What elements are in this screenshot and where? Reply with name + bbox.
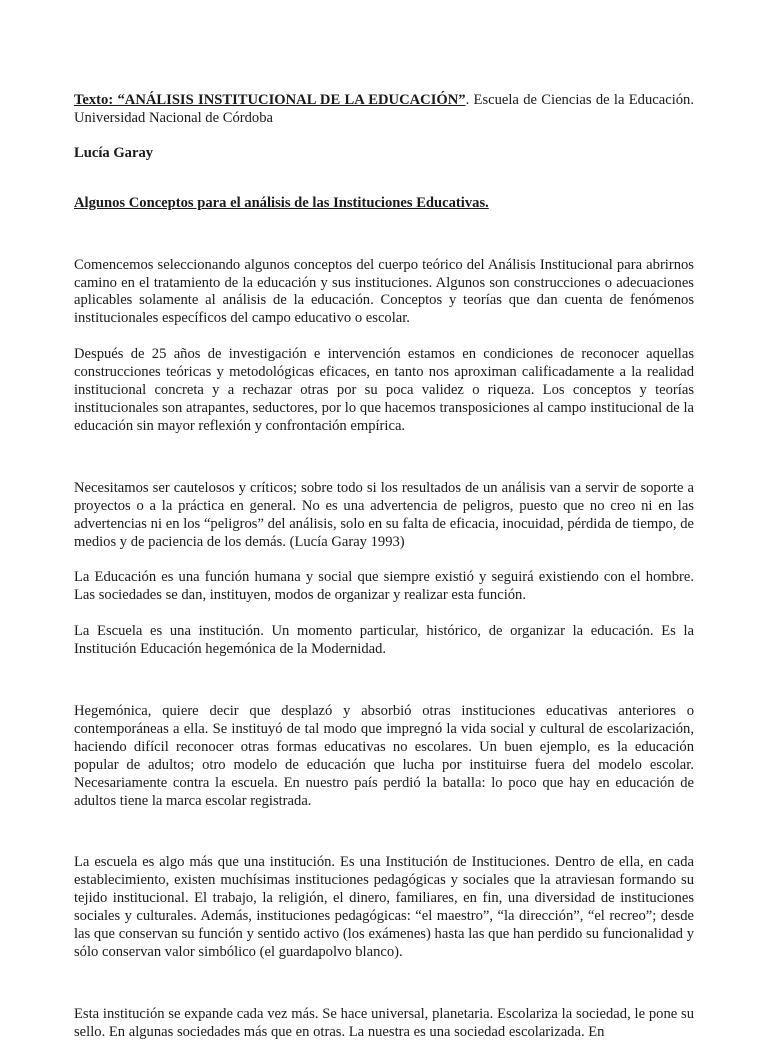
paragraph-1: Comencemos seleccionando algunos conceptos del cuerpo teórico del Análisis Institucional para abrirnos camino en el tratamiento de la educación y sus instituciones. Algunos son construcciones o adecuaciones aplicables solamente al análisis de la educación. Conceptos y teorías que dan cuenta de fenómenos institucionales específicos del campo educativo o escolar. bbox=[74, 256, 694, 327]
paragraph-8: Esta institución se expande cada vez más. Se hace universal, planetaria. Escolariza la sociedad, le pone su sello. En algunas sociedades más que en otras. La nuestra es una sociedad escolarizada. En bbox=[74, 1005, 694, 1040]
paragraph-2: Después de 25 años de investigación e intervención estamos en condiciones de reconocer aquellas construcciones teóricas y metodológicas eficaces, en tanto nos aproximan calificadamente a la realidad institucional concreta y a rechazar otras por su poca validez o riqueza. Los conceptos y teorías institucionales son atrapantes, seductores, por lo que hacemos transposiciones al campo institucional de la educación sin mayor reflexión y confrontación empírica. bbox=[74, 346, 694, 434]
paragraph-3: Necesitamos ser cautelosos y críticos; sobre todo si los resultados de un análisis van a servir de soporte a proyectos o a la práctica en general. No es una advertencia de peligros, puesto que no creo ni en las advertencias ni en los “peligros” del análisis, solo en su falta de eficacia, inocuidad, pérdida de tiempo, de medios y de paciencia de los demás. (Lucía Garay 1993) bbox=[74, 479, 694, 550]
paragraph-7: La escuela es algo más que una institución. Es una Institución de Instituciones. Dentro de ella, en cada establecimiento, existen muchísimas instituciones pedagógicas y sociales que la atraviesan formando su tejido institucional. El trabajo, la religión, el dinero, familiares, en fin, una diversidad de instituciones sociales y culturales. Además, instituciones pedagógicas: “el maestro”, “la dirección”, “el recreo”; desde las que conservan su función y sentido activo (los exámenes) hasta las que han perdido su funcionalidad y sólo conservan valor simbólico (el guardapolvo blanco). bbox=[74, 854, 694, 960]
document-page bbox=[74, 92, 694, 1042]
author-name: Lucía Garay bbox=[74, 144, 154, 161]
paragraph-6: Hegemónica, quiere decir que desplazó y absorbió otras instituciones educativas anteriores o contemporáneas a ella. Se instituyó de tal modo que impregnó la vida social y cultural de escolarización, haciendo difícil reconocer otras formas educativas no escolares. Un buen ejemplo, es la educación popular de adultos; otro modelo de educación que lucha por instituirse fuera del modelo escolar. Necesariamente contra la escuela. En nuestro país perdió la batalla: lo poco que hay en educación de adultos tiene la marca escolar registrada. bbox=[74, 703, 694, 809]
paragraph-5: La Escuela es una institución. Un momento particular, histórico, de organizar la educación. Es la Institución Educación hegemónica de la Modernidad. bbox=[74, 623, 694, 658]
paragraph-4: La Educación es una función humana y social que siempre existió y seguirá existiendo con el hombre. Las sociedades se dan, instituyen, modos de organizar y realizar esta función. bbox=[74, 569, 694, 604]
text-label: Texto: “ANÁLISIS INSTITUCIONAL DE LA EDUCACIÓN” bbox=[74, 92, 466, 108]
text-source: . Escuela de Ciencias de la Educación. Universidad Nacional de Córdoba bbox=[74, 92, 694, 126]
section-title: Algunos Conceptos para el análisis de las Instituciones Educativas. bbox=[74, 194, 489, 211]
document-header bbox=[74, 92, 694, 128]
